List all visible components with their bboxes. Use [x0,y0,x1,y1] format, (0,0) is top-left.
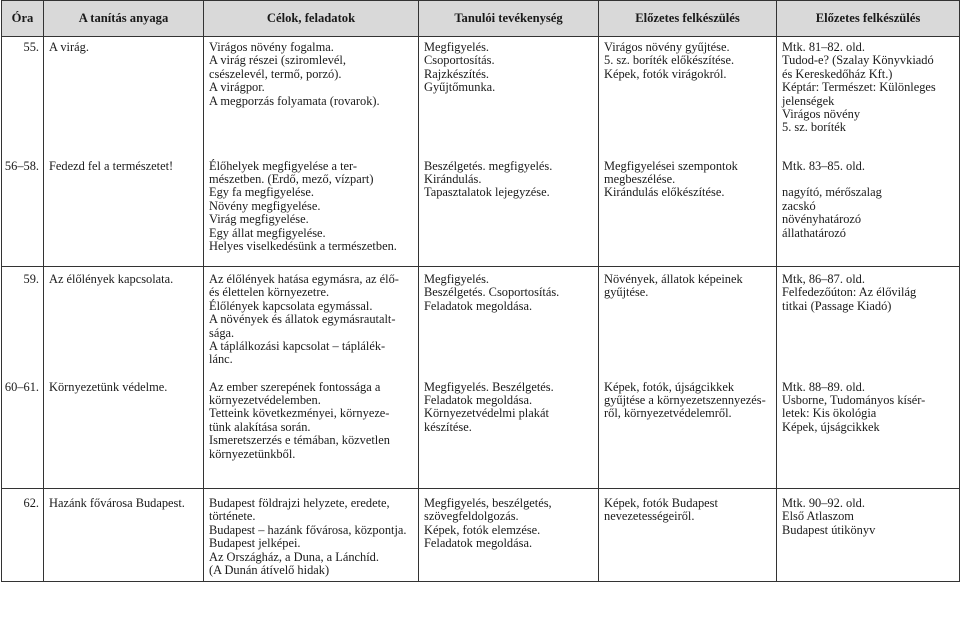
cell-line: Képek, fotók Budapest [604,496,718,510]
cell-line: Megfigyelései szempontok [604,158,738,173]
cell-line: Képtár: Természet: Különleges [782,80,936,95]
cell-line: Rajzkészítés. [424,66,490,81]
cell-celok [204,489,419,582]
cell-celok [204,37,419,154]
cell-line: 5. sz. boríték [782,120,847,135]
cell-anyag [44,489,204,582]
cell-tevekenyseg [419,154,599,267]
cell-felkeszules-2 [777,489,960,582]
cell-line: gyűjtése. [604,285,649,300]
cell-line: története. [209,509,256,524]
cell-line: jelenségek [782,93,835,108]
header-felkeszules-2: Előzetes felkészülés [777,1,960,37]
header-ora: Óra [2,1,44,37]
cell-line: (A Dunán átívelő hidak) [209,563,330,578]
cell-line: növényhatározó [782,212,862,227]
cell-line: Virágos növény fogalma. [209,40,334,54]
cell-line: Felfedezőúton: Az élővilág [782,285,917,300]
cell-line: mészetben. (Erdő, mező, vízpart) [209,171,374,186]
table-row [2,37,960,154]
cell-felkeszules-1 [599,489,777,582]
cell-line: tünk alakítása során. [209,419,311,434]
cell-line: nevezetességeiről. [604,509,695,524]
table-row [2,154,960,267]
cell-line: Hazánk fővárosa Budapest. [49,496,185,510]
cell-felkeszules-1 [599,267,777,375]
cell-line: lánc. [209,352,233,367]
cell-line: Budapest útikönyv [782,522,876,537]
cell-line: és élettelen környezetre. [209,285,330,300]
cell-line: megbeszélése. [604,171,676,186]
cell-line: Környezetünk védelme. [49,379,168,394]
cell-felkeszules-1 [599,375,777,489]
cell-line: Feladatok megoldása. [424,298,533,313]
cell-anyag [44,375,204,489]
cell-line: Egy fa megfigyelése. [209,185,314,200]
cell-line: Helyes viselkedésünk a természetben. [209,238,397,253]
cell-line: Az élőlények kapcsolata. [49,272,174,286]
cell-line: Egy állat megfigyelése. [209,225,326,240]
cell-line: Beszélgetés. megfigyelés. [424,158,553,173]
header-celok: Célok, feladatok [204,1,419,37]
cell-line: Az ember szerepének fontossága a [209,379,381,394]
cell-line: Budapest jelképei. [209,536,301,551]
cell-ora: 62. [2,489,44,582]
cell-line: A megporzás folyamata (rovarok). [209,93,380,108]
cell-line: Az élőlények hatása egymásra, az élő- [209,272,399,286]
cell-line: Környezetvédelmi plakát [424,406,549,421]
cell-line: Virágos növény gyűjtése. [604,40,730,54]
cell-line: Megfigyelés. Beszélgetés. [424,379,554,394]
cell-line: gyűjtése a környezetszennyezés- [604,392,766,407]
cell-felkeszules-1 [599,154,777,267]
cell-felkeszules-2 [777,154,960,267]
cell-line: Feladatok megoldása. [424,536,533,551]
table-row [2,267,960,375]
cell-line: Tapasztalatok lejegyzése. [424,185,550,200]
cell-line: Megfigyelés. [424,40,490,54]
cell-line: környezetvédelemben. [209,392,321,407]
table-row [2,375,960,489]
cell-ora: 56–58. [2,154,44,267]
cell-line: letek: Kis ökológia [782,406,877,421]
cell-line: Kirándulás. [424,171,482,186]
cell-celok [204,375,419,489]
cell-line: Csoportosítás. [424,53,495,68]
lesson-plan-table [1,0,960,582]
cell-line: Megfigyelés, beszélgetés, [424,496,552,510]
cell-line: A virágpor. [209,80,265,95]
cell-line: Budapest földrajzi helyzete, eredete, [209,496,390,510]
cell-line: zacskó [782,198,816,213]
cell-line: Mtk, 86–87. old. [782,272,865,286]
cell-line: Az Országház, a Duna, a Lánchíd. [209,549,379,564]
cell-line: Kirándulás előkészítése. [604,185,725,200]
header-row [2,1,960,37]
cell-felkeszules-2 [777,375,960,489]
cell-line: Gyűjtőmunka. [424,80,496,95]
header-felkeszules-1: Előzetes felkészülés [599,1,777,37]
cell-felkeszules-2 [777,267,960,375]
cell-line: Képek, fotók, újságcikkek [604,379,735,394]
cell-tevekenyseg [419,489,599,582]
cell-ora: 60–61. [2,375,44,489]
cell-line: csészelevél, termő, porzó). [209,66,342,81]
cell-celok [204,154,419,267]
cell-line: Képek, újságcikkek [782,419,880,434]
cell-line: Képek, fotók virágokról. [604,66,727,81]
cell-line: Mtk. 90–92. old. [782,496,865,510]
cell-line: környezetünkből. [209,446,296,461]
cell-line: nagyító, mérőszalag [782,185,882,200]
cell-line: Beszélgetés. Csoportosítás. [424,285,560,300]
cell-tevekenyseg [419,37,599,154]
cell-tevekenyseg [419,375,599,489]
cell-ora: 55. [2,37,44,154]
cell-ora: 59. [2,267,44,375]
cell-line: titkai (Passage Kiadó) [782,298,892,313]
cell-anyag [44,37,204,154]
cell-felkeszules-1 [599,37,777,154]
cell-line: Élőlények kapcsolata egymással. [209,298,373,313]
cell-line: és Kereskedőház Kft.) [782,66,893,81]
cell-line: Megfigyelés. [424,272,490,286]
cell-line: A virág. [49,40,89,54]
cell-line: sága. [209,325,235,340]
cell-line: Virágos növény [782,107,861,122]
cell-line: Virág megfigyelése. [209,212,309,227]
cell-line: 5. sz. boríték előkészítése. [604,53,735,68]
cell-line: Budapest – hazánk fővárosa, központja. [209,522,407,537]
header-anyag: A tanítás anyaga [44,1,204,37]
cell-line: készítése. [424,419,472,434]
cell-line: Mtk. 88–89. old. [782,379,865,394]
cell-line: Képek, fotók elemzése. [424,522,541,537]
cell-anyag [44,154,204,267]
cell-line: Növények, állatok képeinek [604,272,743,286]
cell-line: Usborne, Tudományos kísér- [782,392,926,407]
cell-line: Feladatok megoldása. [424,392,533,407]
cell-line: Fedezd fel a természetet! [49,158,174,173]
cell-line [782,173,955,186]
cell-line: A virág részei (sziromlevél, [209,53,346,68]
cell-line: Ismeretszerzés e témában, közvetlen [209,433,390,448]
header-tevekenyseg: Tanulói tevékenység [419,1,599,37]
cell-line: szövegfeldolgozás. [424,509,519,524]
cell-line: Növény megfigyelése. [209,198,321,213]
cell-felkeszules-2 [777,37,960,154]
cell-line: A táplálkozási kapcsolat – táplálék- [209,339,386,354]
cell-line: ről, környezetvédelemről. [604,406,732,421]
cell-line: Mtk. 83–85. old. [782,158,865,173]
cell-line: állathatározó [782,225,846,240]
cell-line: Tudod-e? (Szalay Könyvkiadó [782,53,934,68]
cell-tevekenyseg [419,267,599,375]
cell-line: A növények és állatok egymásrautalt- [209,312,396,327]
cell-anyag [44,267,204,375]
cell-line: Tetteink következményei, környeze- [209,406,390,421]
cell-line: Első Atlaszom [782,509,854,524]
cell-line: Mtk. 81–82. old. [782,40,865,54]
cell-celok [204,267,419,375]
cell-line: Élőhelyek megfigyelése a ter- [209,158,358,173]
table-row [2,489,960,582]
